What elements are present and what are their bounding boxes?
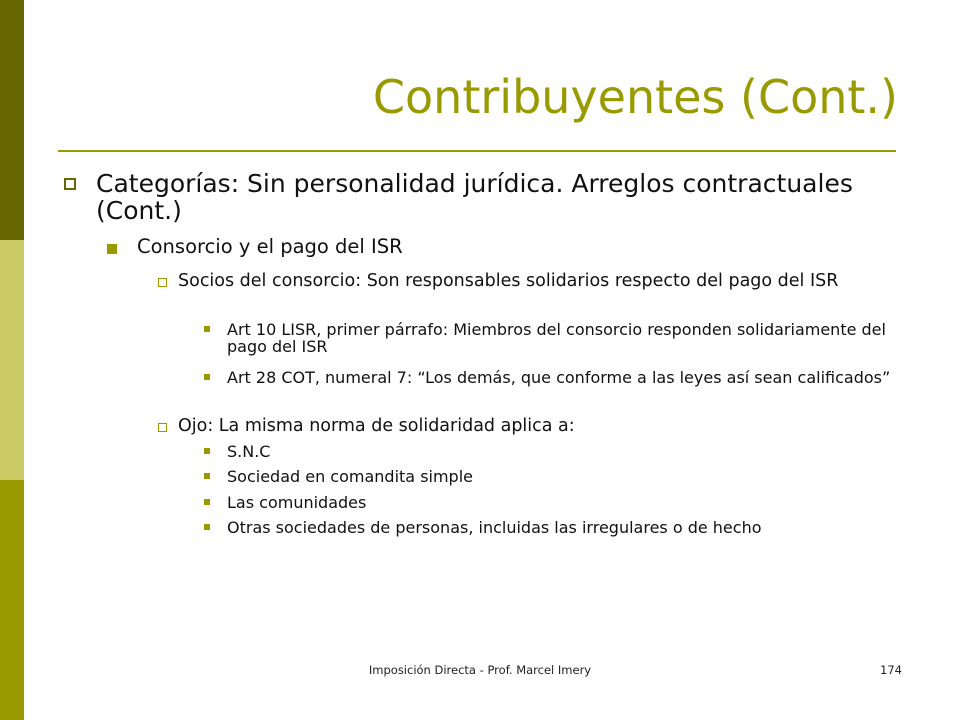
- bullet-level2: [137, 235, 897, 259]
- filled-square-bullet-icon: [107, 244, 117, 254]
- bullet-level4-item: [227, 494, 897, 511]
- bullet-level4-item: [227, 443, 897, 460]
- bullet-level4-item: [227, 369, 897, 386]
- hollow-square-bullet-icon: [64, 178, 76, 190]
- bullet-level4-text: S.N.C: [227, 442, 271, 461]
- bullet-level2-text: Consorcio y el pago del ISR: [137, 235, 403, 258]
- bullet-level4-item: [227, 519, 897, 536]
- small-square-bullet-icon: [204, 448, 210, 454]
- footer-author: Imposición Directa - Prof. Marcel Imery: [368, 663, 592, 677]
- small-square-bullet-icon: [204, 524, 210, 530]
- bullet-level4-text: Art 10 LISR, primer párrafo: Miembros del consorcio responden solidariamente del pago del ISR: [227, 320, 886, 356]
- small-square-bullet-icon: [204, 473, 210, 479]
- slide-title: Contribuyentes (Cont.): [372, 70, 898, 124]
- bullet-level3-socios: [178, 272, 898, 290]
- bullet-level4-text: Las comunidades: [227, 493, 367, 512]
- page-number: 174: [880, 663, 902, 677]
- bullet-level3-ojo: [178, 417, 898, 435]
- bullet-level4-item: [227, 321, 897, 355]
- bullet-level1: [96, 170, 896, 224]
- bullet-level3-text: Socios del consorcio: Son responsables solidarios respecto del pago del ISR: [178, 271, 839, 291]
- bullet-level4-item: [227, 468, 897, 485]
- bullet-level4-text: Art 28 COT, numeral 7: “Los demás, que conforme a las leyes así sean calificados”: [227, 368, 891, 387]
- bullet-level4-text: Sociedad en comandita simple: [227, 467, 473, 486]
- bullet-level4-text: Otras sociedades de personas, incluidas las irregulares o de hecho: [227, 518, 762, 537]
- small-square-bullet-icon: [204, 326, 210, 332]
- small-square-bullet-icon: [204, 374, 210, 380]
- bullet-level1-text: Categorías: Sin personalidad jurídica. Arreglos contractuales (Cont.): [96, 169, 853, 225]
- hollow-square-bullet-icon: [158, 278, 167, 287]
- hollow-square-bullet-icon: [158, 423, 167, 432]
- bullet-level3-text: Ojo: La misma norma de solidaridad aplica a:: [178, 416, 575, 436]
- small-square-bullet-icon: [204, 499, 210, 505]
